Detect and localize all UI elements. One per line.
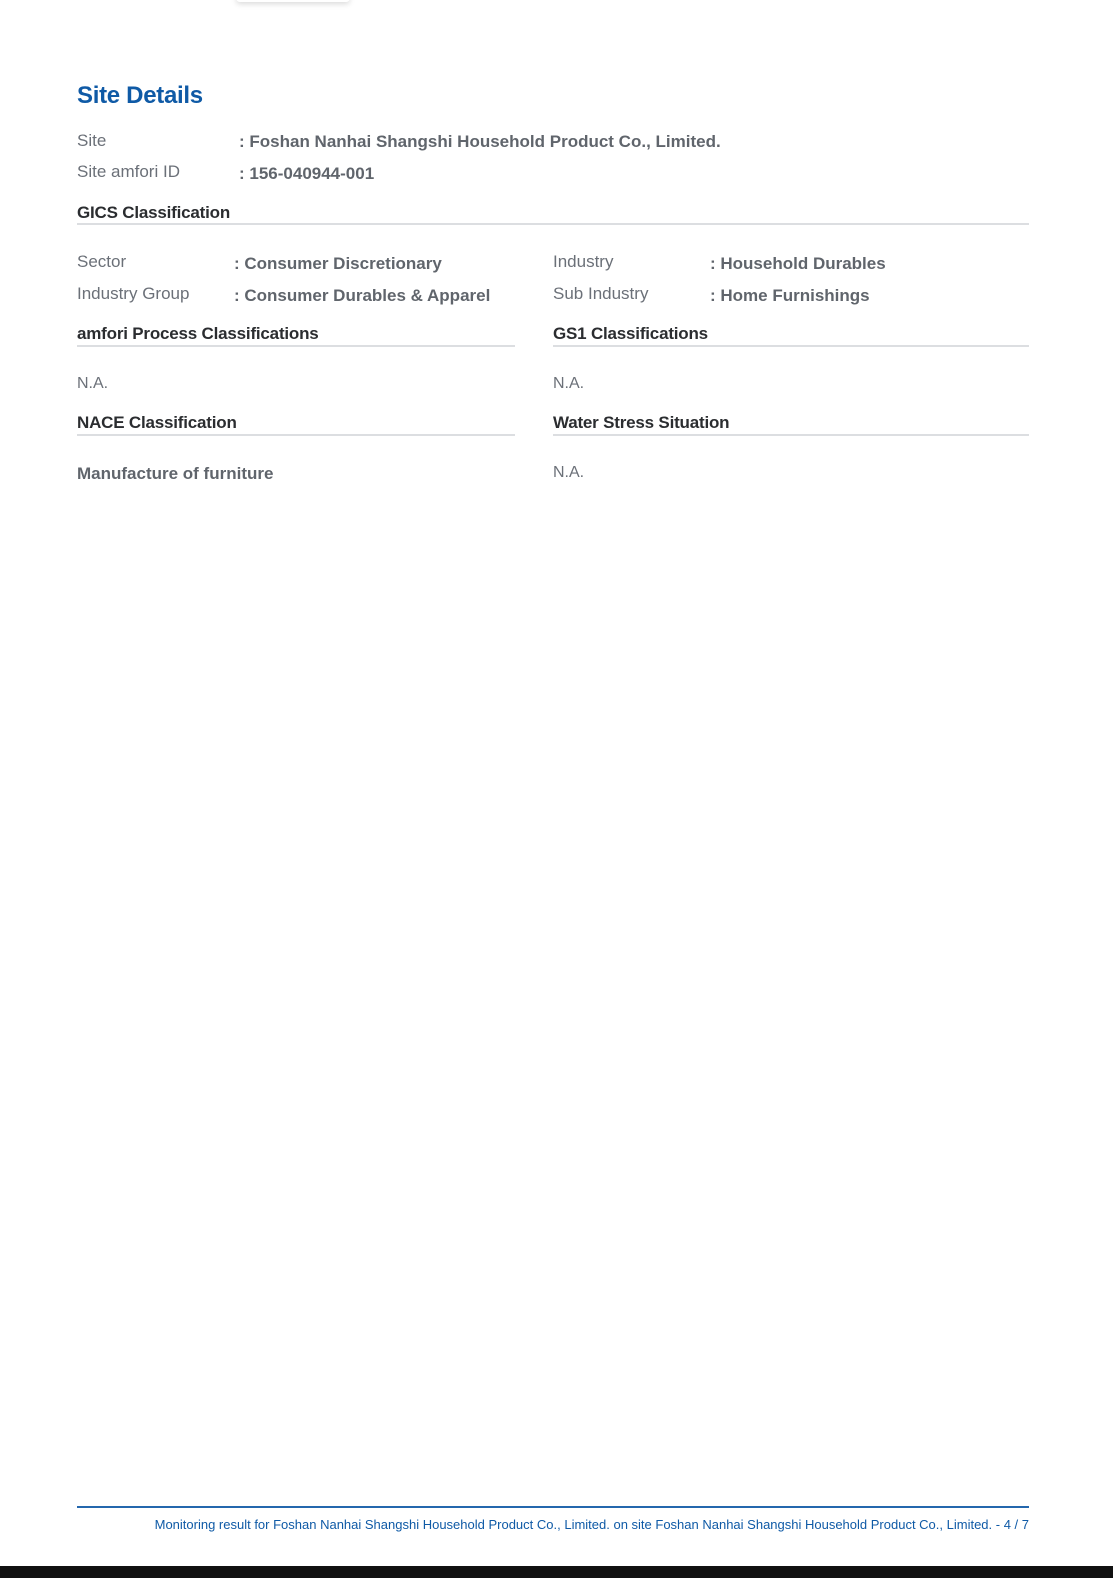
site-amfori-id-row bbox=[77, 162, 375, 183]
water-stress-heading: Water Stress Situation bbox=[553, 413, 730, 432]
site-label: Site bbox=[77, 131, 107, 150]
sector-row bbox=[77, 252, 442, 273]
sub-industry-value: : Home Furnishings bbox=[710, 286, 870, 305]
amfori-process-value: N.A. bbox=[77, 375, 109, 392]
industry-value: : Household Durables bbox=[710, 254, 886, 273]
page-title: Site Details bbox=[77, 82, 203, 109]
sector-label: Sector bbox=[77, 252, 127, 271]
industry-label: Industry bbox=[553, 252, 614, 271]
water-stress-value: N.A. bbox=[553, 464, 585, 481]
gs1-value: N.A. bbox=[553, 375, 585, 392]
industry-group-label: Industry Group bbox=[77, 284, 190, 303]
amfori-process-divider bbox=[77, 345, 515, 347]
industry-group-row bbox=[77, 284, 491, 305]
site-amfori-id-value: : 156-040944-001 bbox=[239, 164, 375, 183]
sub-industry-row bbox=[553, 284, 870, 305]
site-value: : Foshan Nanhai Shangshi Household Product Co., Limited. bbox=[239, 132, 721, 151]
nace-value: Manufacture of furniture bbox=[77, 464, 274, 483]
gs1-divider bbox=[553, 345, 1029, 347]
page-bottom-edge bbox=[0, 1566, 1113, 1578]
water-stress-divider bbox=[553, 434, 1029, 436]
footer-text: Monitoring result for Foshan Nanhai Shangshi Household Product Co., Limited. on site Foshan Nanhai Shangshi Household Product Co., Limited. - 4 / 7 bbox=[154, 1517, 1029, 1532]
gics-divider bbox=[77, 223, 1029, 225]
nace-divider bbox=[77, 434, 515, 436]
previous-page-shadow bbox=[236, 0, 350, 2]
nace-heading: NACE Classification bbox=[77, 413, 237, 432]
site-row bbox=[77, 131, 721, 151]
footer-divider bbox=[77, 1506, 1029, 1508]
sector-value: : Consumer Discretionary bbox=[234, 254, 442, 273]
gics-heading: GICS Classification bbox=[77, 203, 231, 222]
site-amfori-id-label: Site amfori ID bbox=[77, 162, 180, 181]
gs1-heading: GS1 Classifications bbox=[553, 324, 708, 343]
amfori-process-heading: amfori Process Classifications bbox=[77, 324, 319, 343]
industry-group-value: : Consumer Durables & Apparel bbox=[234, 286, 491, 305]
industry-row bbox=[553, 252, 886, 273]
sub-industry-label: Sub Industry bbox=[553, 284, 649, 303]
